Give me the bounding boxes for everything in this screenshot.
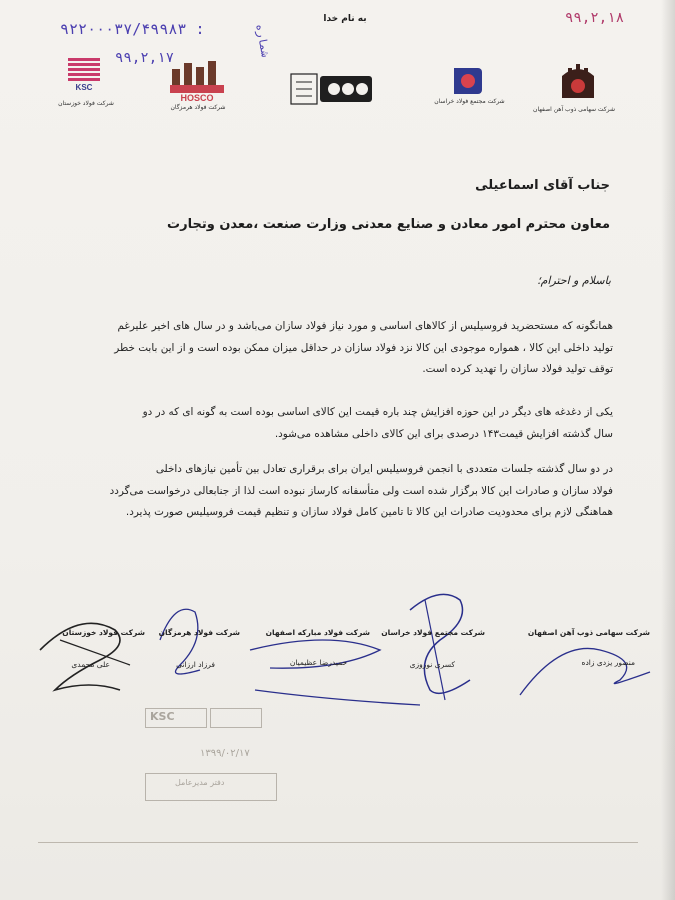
signatory-company: شرکت سهامی ذوب آهن اصفهان <box>527 628 650 637</box>
paragraph-line: یکی از دغدغه های دیگر در این حوزه افزایش چند باره قیمت این کالای اساسی بوده است به گونه ای که در دو <box>142 406 613 418</box>
hosco-logo-caption: شرکت فولاد هرمزگان <box>170 104 226 111</box>
paragraph-line: فولاد سازان و صادرات این کالا برگزار شده است ولی متأسفانه کارساز نبوده است لذا از جنابعالی درخواست می‌گردد <box>109 484 613 497</box>
handwritten-corner-date: ۹۹,۲,۱۸ <box>565 10 625 26</box>
faint-stamp-box <box>210 708 262 728</box>
basmala: به نام خدا <box>323 14 367 24</box>
signatory-name: علی محمدی <box>71 660 110 669</box>
signatory-company: شرکت مجتمع فولاد خراسان <box>381 628 485 637</box>
stamp-office-text: دفتر مدیرعامل <box>175 778 225 787</box>
paragraph-line: همانگونه که مستحضرید فروسیلیس از کالاهای اساسی و مورد نیاز فولاد سازان می‌باشد و در سال های اخیر علیرغم <box>117 320 613 332</box>
signatory-name: منصور یزدی زاده <box>581 658 635 667</box>
handwritten-reference-number: ۹۲۲۰۰۰۳۷/۴۹۹۸۳ : <box>60 20 205 38</box>
addressee-title: معاون محترم امور معادن و صنایع معدنی وزارت صنعت ،معدن وتجارت <box>167 217 610 232</box>
footer-divider <box>38 842 638 843</box>
addressee-name: جناب آقای اسماعیلی <box>475 178 610 193</box>
stamp-code: KSC <box>150 710 175 723</box>
paragraph-line: تولید داخلی این کالا ، همواره موجودی این کالا نزد فولاد سازان در حداقل میزان ممکن بوده است و از این بابت خطر <box>114 341 613 354</box>
signatory-company: شرکت فولاد مبارکه اصفهان <box>265 628 370 637</box>
ksc-logo-caption: شرکت فولاد خوزستان <box>58 100 114 107</box>
paragraph-line: سال گذشته افزایش قیمت۱۴۳ درصدی برای این کالای داخلی مشاهده می‌شود. <box>274 427 613 440</box>
handwritten-reference-date: ۹۹,۲,۱۷ <box>115 50 175 66</box>
paragraph-line: هماهنگی لازم برای محدودیت صادرات این کالا تا تامین کامل فولاد سازان و تنظیم قیمت فروسیلیس صورت پذیرد. <box>125 506 613 518</box>
esfahan-logo-caption: شرکت سهامی ذوب آهن اصفهان <box>533 106 615 113</box>
svg-text:HOSCO: HOSCO <box>180 93 214 103</box>
handwritten-reference-label: شماره <box>253 23 272 58</box>
signatory-company: شرکت فولاد خوزستان <box>62 628 145 637</box>
khorasan-logo-caption: شرکت مجتمع فولاد خراسان <box>434 98 505 105</box>
signatory-name: حمیدرضا عظیمیان <box>289 658 347 667</box>
signatory-name: کسری نوروزی <box>409 660 455 669</box>
svg-text:KSC: KSC <box>75 83 93 92</box>
paragraph-line: در دو سال گذشته جلسات متعددی با انجمن فروسیلیس ایران برای برقراری تعادل بین تأمین نیازهای داخلی <box>155 463 613 475</box>
paragraph-line: توقف تولید فولاد سازان را تهدید کرده است. <box>422 363 613 375</box>
signatory-company: شرکت فولاد هرمزگان <box>158 628 240 637</box>
stamp-date: ۱۳۹۹/۰۲/۱۷ <box>200 748 250 759</box>
greeting: باسلام و احترام؛ <box>537 274 611 287</box>
signatory-name: فرزاد ارزانی <box>176 660 215 669</box>
